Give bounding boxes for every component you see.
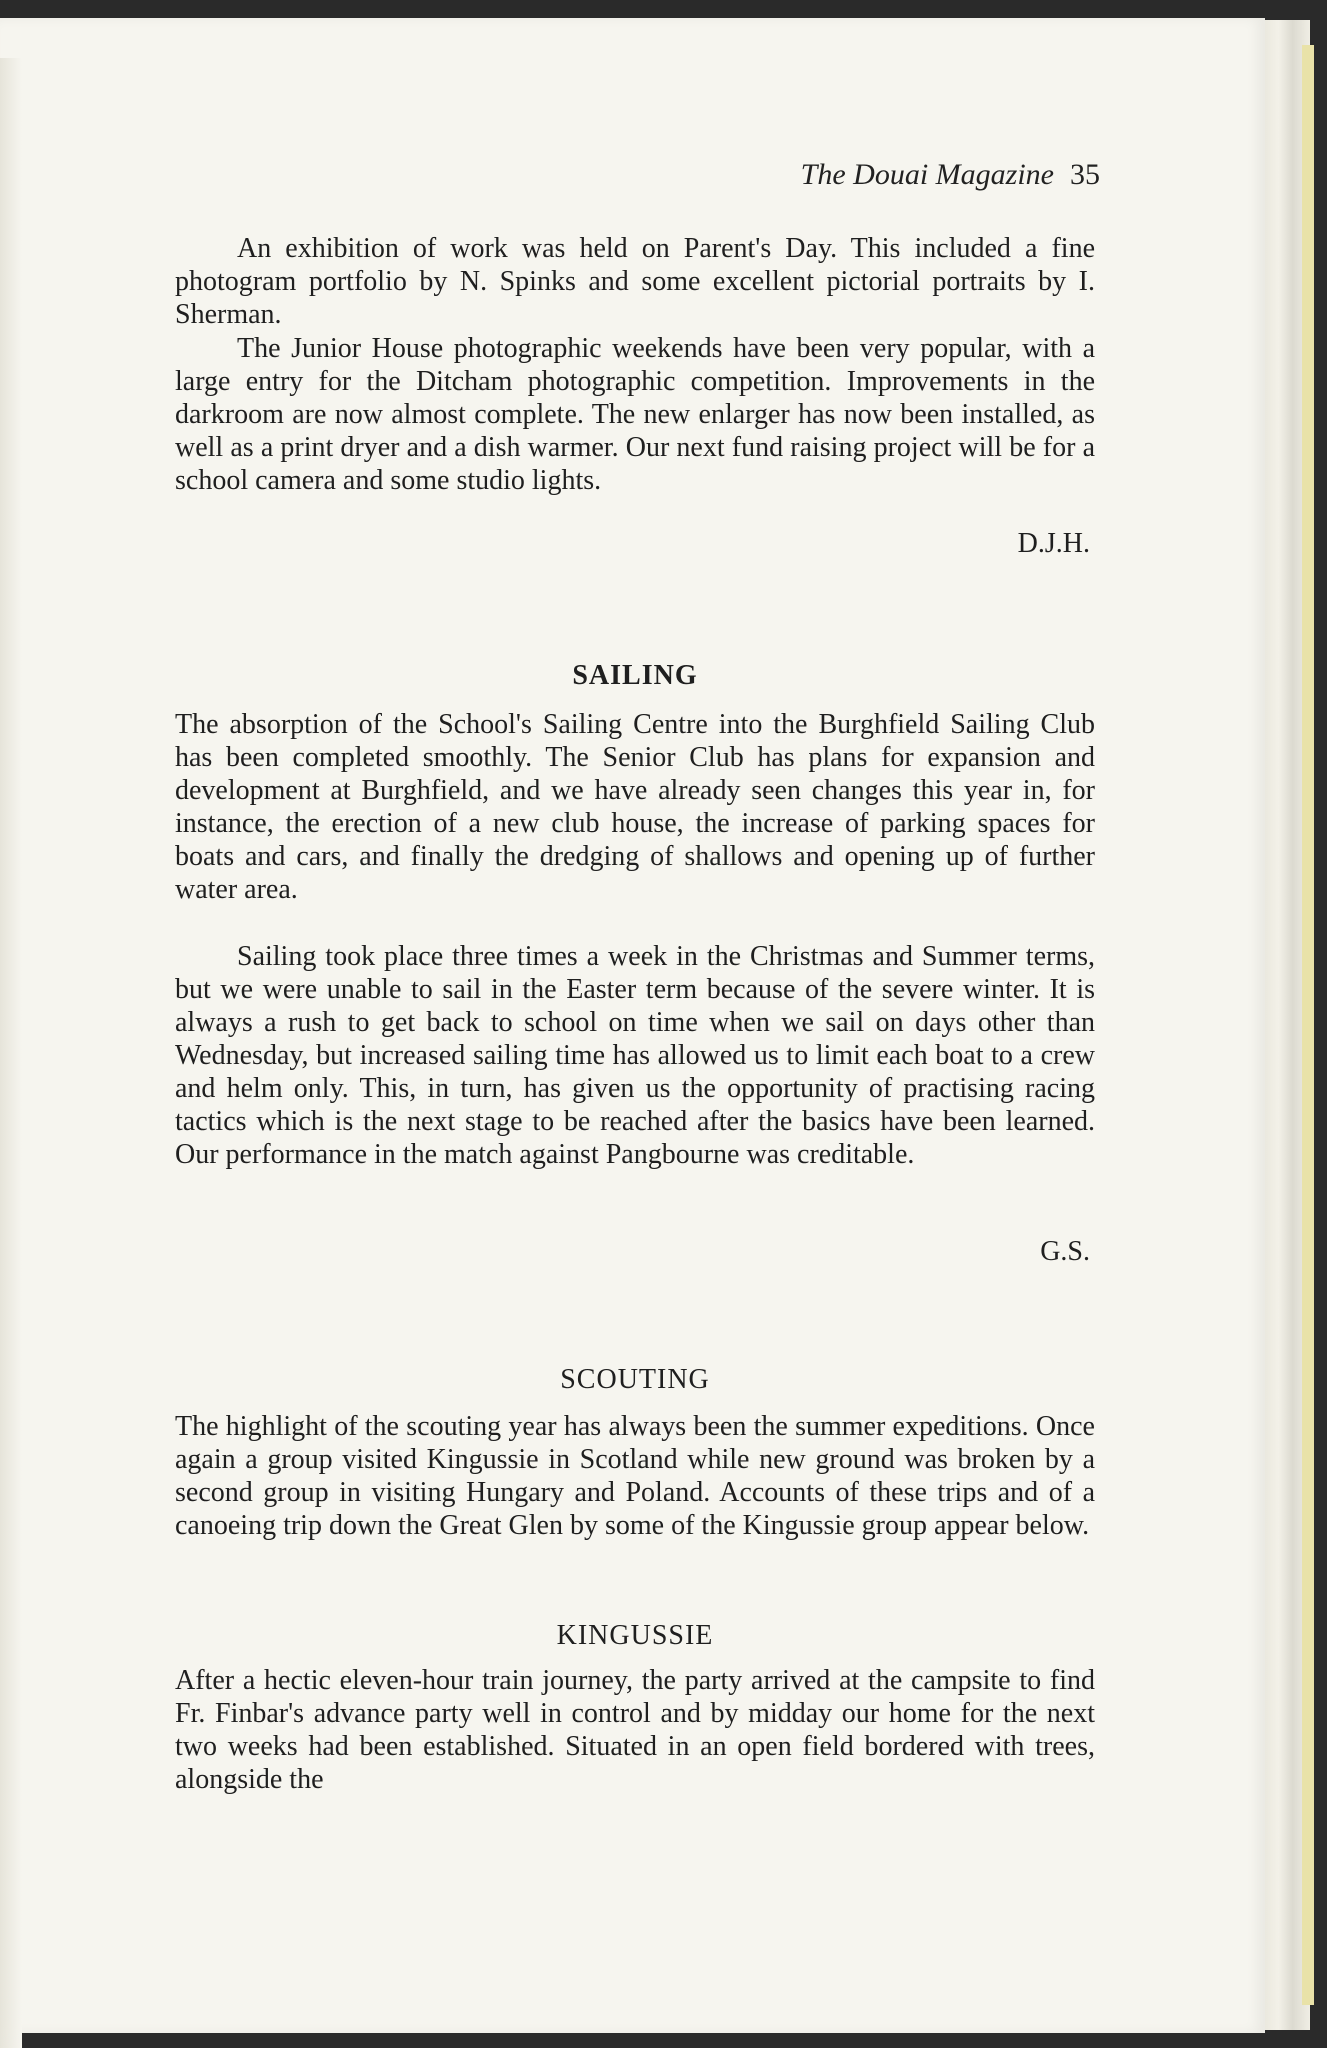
sailing-heading: SAILING: [572, 660, 698, 691]
sailing-paragraph-2: Sailing took place three times a week in the Christmas and Summer terms, but we were unable to sail in the Easter term because of the severe winter. It is always a rush to get back to school on time when we sail on days other than Wednesday, but increased sailing time has allowed us to limit each boat to a crew and helm only. This, in turn, has given us the opportunity of practising racing tactics which is the next stage to be reached after the basics have been learned. Our performance in the match against Pangbourne was creditable.: [175, 941, 1095, 1170]
kingussie-heading: KINGUSSIE: [556, 1620, 714, 1651]
photography-signature: D.J.H.: [1017, 528, 1090, 559]
book-edge-strip: [1302, 45, 1314, 2005]
page-gutter-shadow: [0, 58, 22, 2048]
sailing-signature: G.S.: [1040, 1236, 1090, 1267]
running-header: [620, 158, 1100, 198]
magazine-title: The Douai Magazine: [800, 158, 1054, 191]
sailing-paragraph-1: The absorption of the School's Sailing Centre into the Burghfield Sailing Club has been completed smoothly. The Senior Club has plans for expansion and development at Burghfield, and we have already seen changes this year in, for instance, the erection of a new club house, the increase of parking spaces for boats and cars, and finally the dredging of shallows and opening up of further water area.: [175, 709, 1095, 905]
scouting-paragraph-1: The highlight of the scouting year has always been the summer expeditions. Once again a group visited Kingussie in Scotland while new ground was broken by a second group in visiting Hungary and Poland. Accounts of these trips and of a canoeing trip down the Great Glen by some of the Kingussie group appear below.: [175, 1411, 1095, 1541]
scouting-heading: SCOUTING: [560, 1364, 710, 1395]
photography-paragraph-2: The Junior House photographic weekends have been very popular, with a large entry for the Ditcham photographic competition. Improvements in the darkroom are now almost complete. The new enlarger has now been installed, as well as a print dryer and a dish warmer. Our next fund raising project will be for a school camera and some studio lights.: [175, 333, 1095, 496]
page-number: 35: [1070, 158, 1100, 191]
photography-paragraph-1: An exhibition of work was held on Parent's Day. This included a fine photogram portfolio by N. Spinks and some excellent pictorial portraits by I. Sherman.: [175, 233, 1095, 330]
kingussie-paragraph-1: After a hectic eleven-hour train journey, the party arrived at the campsite to find Fr. Finbar's advance party well in control and by midday our home for the next two weeks had been established. Situated in an open field bordered with trees, alongside the: [175, 1665, 1095, 1795]
